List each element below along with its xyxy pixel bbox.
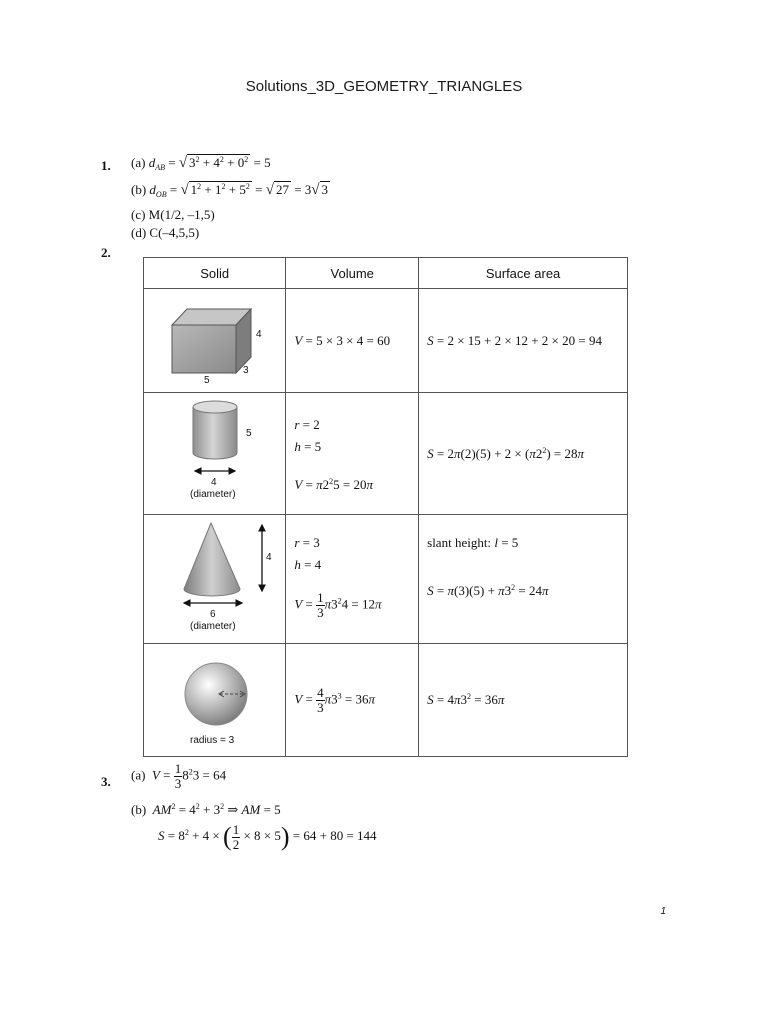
table-row-cuboid [144, 289, 628, 393]
cuboid-depth-label: 3 [243, 365, 249, 376]
cylinder-height: h = 5 [294, 439, 322, 454]
cylinder-height-label: 5 [246, 428, 252, 439]
cylinder-surface-area: $S = 2\pi(2)(5) + 2 \times (\pi 2^2) = 28\pi$ [427, 445, 585, 461]
cone-slant-height: slant height: l = 5 [427, 535, 519, 550]
cone-slant-label: slant height: [427, 535, 492, 550]
cuboid-height-label: 4 [256, 329, 262, 340]
q3-part-a: (a) V = $\frac{1}{3}$ $8^23 = 64$ [131, 761, 227, 791]
q3-b-label: (b) [131, 802, 147, 817]
q3-surface-area: $S = 8^2 + 4$ × ( $\frac{1}{2}$ × 8 × 5) = 64 + 80 = 144 [158, 821, 377, 852]
cuboid-volume: V = 5 × 3 × 4 = 60 [294, 332, 391, 348]
question-2-number: 2. [101, 245, 111, 260]
header-solid: Solid [144, 258, 286, 289]
cone-figure [144, 515, 285, 643]
cone-height-label: 4 [266, 552, 272, 563]
q1-b-label: (b) [131, 182, 147, 197]
q3-a-label: (a) [131, 767, 146, 783]
table-row-sphere [144, 644, 628, 757]
q1-part-d: (d) C(–4,5,5) [131, 225, 200, 240]
q1-part-c: (c) M(1/2, –1,5) [131, 207, 215, 222]
cone-radius: r = 3 [294, 535, 320, 550]
cone-diameter-value: 6 [210, 609, 216, 620]
question-3-number: 3. [101, 774, 111, 789]
page-title: Solutions_3D_GEOMETRY_TRIANGLES [245, 78, 523, 95]
q3-part-b: (b) $AM^2 = 4^2 + 3^2$ ⇒ AM = 5 [131, 802, 281, 817]
sphere-surface-area: $S = 4\pi 3^2 = 36\pi$ [427, 692, 505, 707]
page-number: 1 [660, 906, 666, 917]
cylinder-radius: r = 2 [294, 417, 320, 432]
solids-table [143, 257, 628, 757]
cylinder-diameter-label: (diameter) [190, 489, 236, 500]
table-row-cone [144, 515, 628, 644]
cuboid-surface-area: S = 2 × 15 + 2 × 12 + 2 × 20 = 94 [427, 332, 602, 348]
header-volume: Volume [286, 258, 419, 289]
cylinder-volume: $V = \pi 2^25 = 20\pi$ [294, 477, 373, 492]
cuboid-icon [144, 289, 286, 392]
cone-diameter-label: (diameter) [190, 621, 236, 632]
header-surface-area: Surface area [419, 258, 628, 289]
cylinder-diameter-value: 4 [211, 477, 217, 488]
cone-volume: V = $\frac{1}{3}$ $\pi 3^24 = 12\pi$ [294, 590, 382, 620]
sphere-volume: V = $\frac{4}{3}$ $\pi 3^3 = 36\pi$ [294, 684, 375, 715]
sphere-figure [144, 644, 285, 756]
cylinder-figure [144, 393, 285, 514]
q1-part-b: (b) $d_{OB}$ = √ $1^2 + 1^2 + 5^2$ = √ 27 = 3√ 3 [131, 182, 329, 199]
sphere-radius-label: radius = 3 [190, 735, 235, 746]
table-row-cylinder [144, 393, 628, 515]
cuboid-length-label: 5 [204, 375, 210, 386]
cuboid-figure [144, 289, 285, 392]
q1-part-a: (a) $d_{AB}$ = √ $3^2 + 4^2 + 0^2 = 5$ [131, 155, 271, 172]
cone-surface-area: $S = \pi(3)(5) + \pi 3^2 = 24\pi$ [427, 583, 549, 598]
q1-a-label: (a) [131, 155, 146, 170]
question-1-number: 1. [101, 158, 111, 173]
cone-height: h = 4 [294, 557, 322, 572]
